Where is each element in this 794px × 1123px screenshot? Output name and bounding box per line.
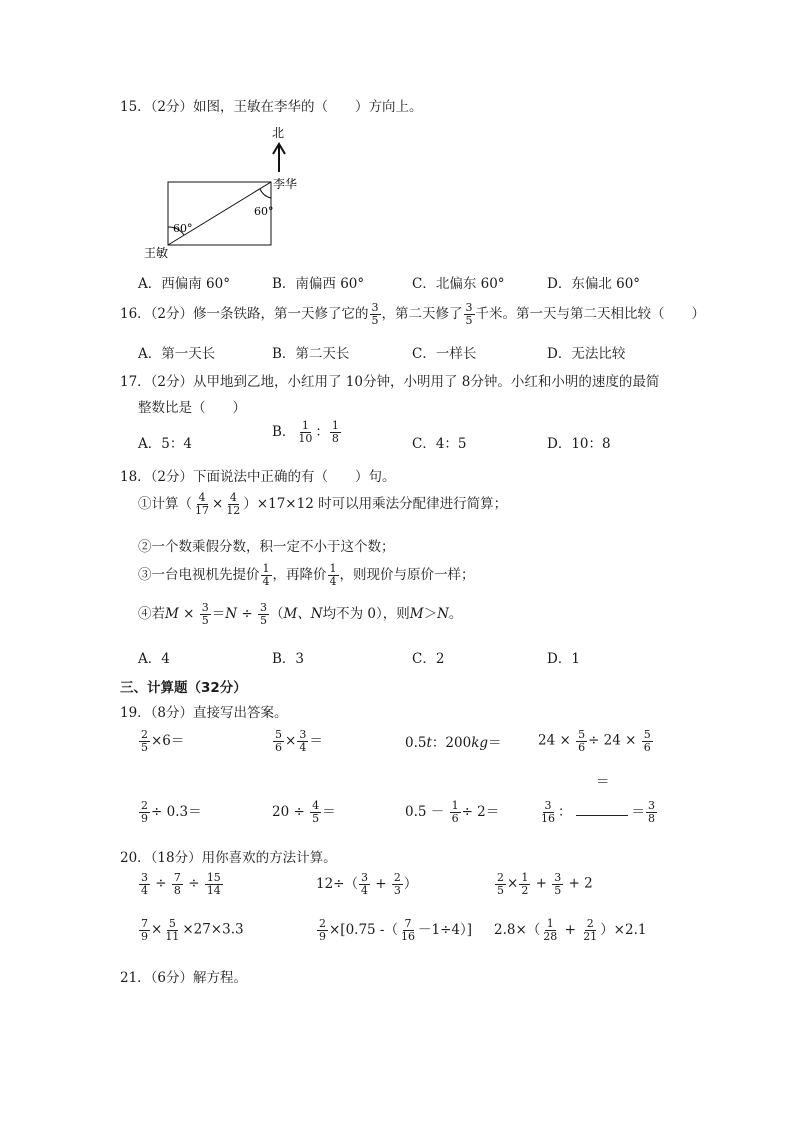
q15-option-a[interactable]: A．西偏南 60° <box>138 276 230 292</box>
q15-option-c[interactable]: C．北偏东 60° <box>412 276 505 292</box>
q17-stem-line1: 17．（2分）从甲地到乙地，小红用了 10分钟，小明用了 8分钟。小红和小明的速度的最简 <box>120 374 660 390</box>
q17-option-a[interactable]: A．5：4 <box>138 436 192 452</box>
q20-expr-3: $\frac{2}{5}$ × $\frac{1}{2}$ + $\frac{3}{5}$ + 2 <box>497 871 593 897</box>
q15-option-b[interactable]: B．南偏西 60° <box>272 276 365 292</box>
q19-item-6: 20 ÷ $\frac{4}{5}$ ＝ <box>272 799 336 825</box>
q18-s1-fraction-2: $\frac{4}{12}$ <box>226 491 241 517</box>
section-heading: 三、计算题（32分） <box>120 680 247 696</box>
q20-expr-4: $\frac{7}{9}$ × $\frac{5}{11}$ ×27×3.3 <box>141 917 244 943</box>
q18-statement-3: ③一台电视机先提价 $\frac{1}{4}$ ，再降价 $\frac{1}{4}$ ，则现价与原价一样； <box>138 562 475 588</box>
q15-direction-figure <box>140 122 310 262</box>
q18-s3-fraction-2: $\frac{1}{4}$ <box>329 562 337 588</box>
q16-option-b[interactable]: B．第二天长 <box>272 346 350 362</box>
lihua-label: 李华 <box>273 177 298 191</box>
q19-item-5: $\frac{2}{9}$ ÷ 0.3＝ <box>141 799 202 825</box>
angle-label-a: 60° <box>173 222 193 235</box>
q18-stem: 18．（2分）下面说法中正确的有（ ）句。 <box>120 469 396 485</box>
q17-option-b-prefix: B． <box>272 424 296 440</box>
q17-option-d[interactable]: D．10：8 <box>547 436 611 452</box>
q18-option-b[interactable]: B．3 <box>272 651 305 667</box>
q17-stem-line2: 整数比是（ ） <box>138 400 246 416</box>
q17-option-b[interactable] <box>272 420 342 445</box>
q18-s1-fraction-1: $\frac{4}{17}$ <box>195 491 209 517</box>
wangmin-label: 王敏 <box>144 246 169 260</box>
q16-option-a[interactable]: A．第一天长 <box>138 346 216 362</box>
q18-option-a[interactable]: A．4 <box>138 651 170 667</box>
q18-s3-fraction-1: $\frac{1}{4}$ <box>262 562 270 588</box>
q16-text-2: ，第二天修了 <box>381 306 463 322</box>
q19-item-1: $\frac{2}{5}$ ×6＝ <box>141 728 185 754</box>
q18-s4-fraction-1: $\frac{3}{5}$ <box>201 601 209 627</box>
q17-option-c[interactable]: C．4：5 <box>412 436 467 452</box>
q17-option-b-fraction-2: $\frac{1}{8}$ <box>331 419 339 445</box>
q21-stem: 21．（6分）解方程。 <box>120 970 248 986</box>
q16-fraction-2: $\frac{3}{5}$ <box>465 301 473 327</box>
q19-item-3: 0.5t：200kg＝ <box>405 735 502 751</box>
q17-option-b-sep: ： <box>315 424 329 440</box>
q18-statement-2: ②一个数乘假分数，积一定不小于这个数； <box>138 539 395 555</box>
q19-item-7: 0.5 － $\frac{1}{6}$ ÷ 2＝ <box>405 799 500 825</box>
q16-text-3: 千米。第一天与第二天相比较（ ） <box>475 306 706 322</box>
answer-blank[interactable] <box>576 805 628 816</box>
angle-label-b: 60° <box>254 205 274 218</box>
q16-option-d[interactable]: D．无法比较 <box>547 346 626 362</box>
q19-item-4-equals: ＝ <box>596 774 610 790</box>
q20-expr-6: 2.8×（ $\frac{1}{28}$ + $\frac{2}{21}$ ）×2.1 <box>494 917 647 943</box>
q16-option-c[interactable]: C．一样长 <box>412 346 477 362</box>
q19-stem: 19．（8分）直接写出答案。 <box>120 705 288 721</box>
q18-s4-fraction-2: $\frac{3}{5}$ <box>259 601 267 627</box>
q15-stem: 15．（2分）如图，王敏在李华的（ ）方向上。 <box>120 99 423 115</box>
q15-option-d[interactable]: D．东偏北 60° <box>547 276 641 292</box>
q19-item-4: 24 × $\frac{5}{6}$ ÷ 24 × $\frac{5}{6}$ <box>538 728 651 754</box>
q20-stem: 20．（18分）用你喜欢的方法计算。 <box>120 850 337 866</box>
q18-option-d[interactable]: D．1 <box>547 651 580 667</box>
q18-option-c[interactable]: C．2 <box>412 651 445 667</box>
q19-item-8: $\frac{3}{16}$ ： ＝ $\frac{3}{8}$ <box>541 799 655 825</box>
q16-stem <box>120 302 705 327</box>
q20-expr-1: $\frac{3}{4}$ ÷ $\frac{7}{8}$ ÷ $\frac{15}{14}$ <box>141 871 221 897</box>
q20-expr-2: 12÷（ $\frac{3}{4}$ + $\frac{2}{3}$ ） <box>316 871 418 897</box>
q19-item-2: $\frac{5}{6}$ × $\frac{3}{4}$ ＝ <box>275 728 323 754</box>
q20-expr-5: $\frac{2}{9}$ ×[0.75 -（ $\frac{7}{16}$ －1÷4）] <box>319 917 473 943</box>
q16-fraction-1: $\frac{3}{5}$ <box>371 301 379 327</box>
north-label: 北 <box>272 126 285 140</box>
q18-statement-4: ④若M × $\frac{3}{5}$ ＝N ÷ $\frac{3}{5}$ （M、N均不为 0），则M＞N。 <box>138 601 463 627</box>
q16-text-1: 16．（2分）修一条铁路，第一天修了它的 <box>120 306 369 322</box>
q17-option-b-fraction-1: $\frac{1}{10}$ <box>298 419 313 445</box>
angle-arc-lihua <box>260 189 271 198</box>
q18-statement-1: ①计算（ $\frac{4}{17}$ × $\frac{4}{12}$ ）×17×12 时可以用乘法分配律进行简算； <box>138 491 508 517</box>
